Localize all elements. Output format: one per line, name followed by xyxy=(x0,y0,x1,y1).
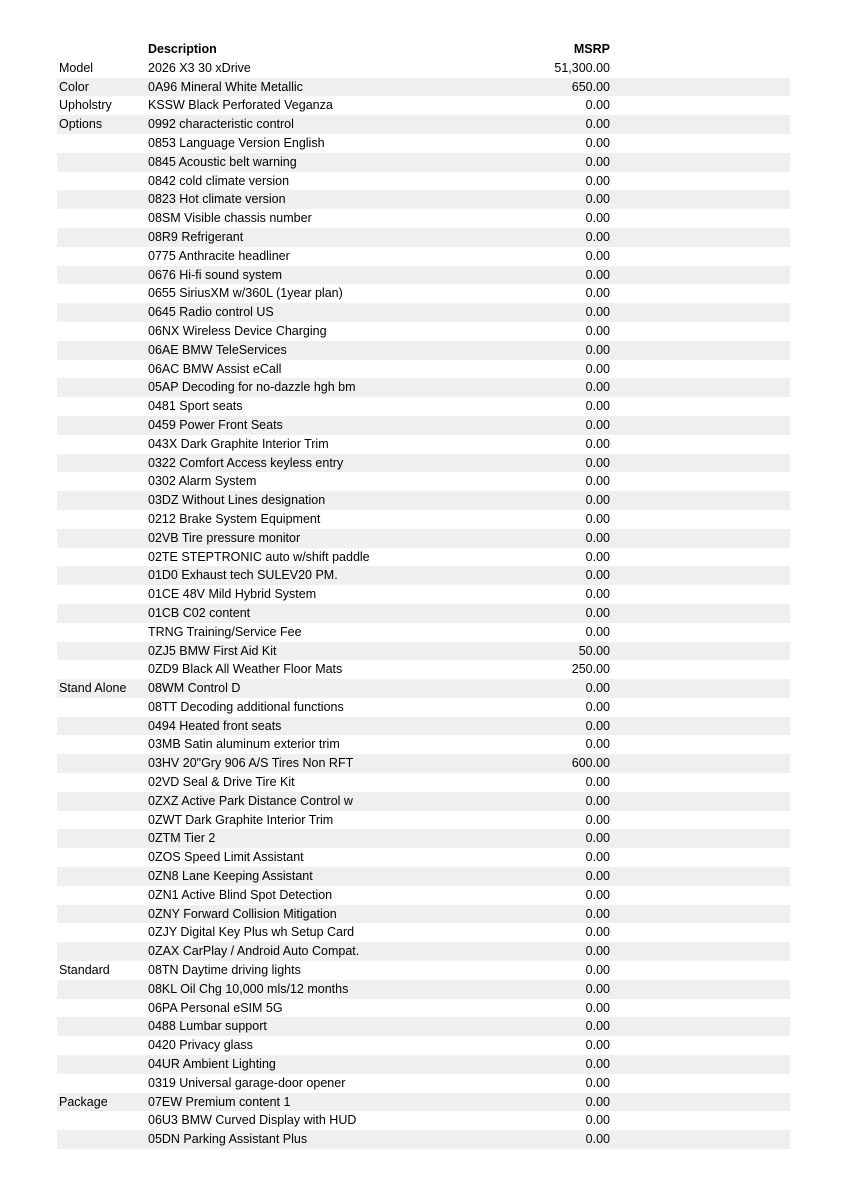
msrp-cell: 0.00 xyxy=(585,511,610,526)
description-cell: 0ZOS Speed Limit Assistant xyxy=(148,850,304,865)
category-cell xyxy=(57,773,148,792)
description-cell: 08KL Oil Chg 10,000 mls/12 months xyxy=(148,981,349,996)
header-category-spacer xyxy=(57,40,148,59)
description-cell: 0676 Hi-fi sound system xyxy=(148,267,283,282)
msrp-cell: 0.00 xyxy=(585,361,610,376)
table-row xyxy=(57,717,790,736)
description-cell: 08SM Visible chassis number xyxy=(148,211,312,226)
description-cell: 08R9 Refrigerant xyxy=(148,229,244,244)
table-row xyxy=(57,529,790,548)
table-row xyxy=(57,886,790,905)
description-cell: 08WM Control D xyxy=(148,681,241,696)
description-cell: 03MB Satin aluminum exterior trim xyxy=(148,737,340,752)
description-cell: 0420 Privacy glass xyxy=(148,1038,253,1053)
msrp-cell: 600.00 xyxy=(571,756,610,771)
table-row xyxy=(57,999,790,1018)
category-cell xyxy=(57,566,148,585)
table-row xyxy=(57,829,790,848)
category-cell xyxy=(57,322,148,341)
table-row xyxy=(57,679,790,698)
description-cell: 06AE BMW TeleServices xyxy=(148,342,287,357)
description-cell: 0494 Heated front seats xyxy=(148,718,282,733)
category-cell xyxy=(57,209,148,228)
description-cell: 01D0 Exhaust tech SULEV20 PM. xyxy=(148,568,338,583)
category-cell: Standard xyxy=(59,963,110,978)
filler-cell xyxy=(610,78,790,97)
category-cell xyxy=(57,848,148,867)
filler-cell xyxy=(610,228,790,247)
table-row xyxy=(57,1130,790,1149)
category-cell xyxy=(57,435,148,454)
filler-cell xyxy=(610,209,790,228)
category-cell xyxy=(57,811,148,830)
table-body xyxy=(57,59,790,1149)
msrp-cell: 650.00 xyxy=(571,79,610,94)
table-row xyxy=(57,115,790,134)
msrp-cell: 0.00 xyxy=(585,812,610,827)
filler-cell xyxy=(610,642,790,661)
table-row xyxy=(57,247,790,266)
filler-cell xyxy=(610,1055,790,1074)
table-row xyxy=(57,1017,790,1036)
table-row xyxy=(57,623,790,642)
filler-cell xyxy=(610,660,790,679)
filler-cell xyxy=(610,679,790,698)
filler-cell xyxy=(610,848,790,867)
filler-cell xyxy=(610,923,790,942)
msrp-cell: 0.00 xyxy=(585,192,610,207)
filler-cell xyxy=(610,454,790,473)
msrp-cell: 0.00 xyxy=(585,906,610,921)
msrp-cell: 0.00 xyxy=(585,831,610,846)
description-cell: 043X Dark Graphite Interior Trim xyxy=(148,436,329,451)
table-row xyxy=(57,942,790,961)
msrp-cell: 0.00 xyxy=(585,699,610,714)
description-cell: 2026 X3 30 xDrive xyxy=(148,60,251,75)
filler-cell xyxy=(610,698,790,717)
filler-cell xyxy=(610,322,790,341)
msrp-cell: 0.00 xyxy=(585,568,610,583)
msrp-cell: 0.00 xyxy=(585,587,610,602)
description-cell: 0ZD9 Black All Weather Floor Mats xyxy=(148,662,343,677)
description-cell: 0655 SiriusXM w/360L (1year plan) xyxy=(148,286,343,301)
msrp-cell: 0.00 xyxy=(585,1132,610,1147)
category-cell xyxy=(57,1036,148,1055)
filler-cell xyxy=(610,585,790,604)
filler-cell xyxy=(610,999,790,1018)
msrp-cell: 51,300.00 xyxy=(554,60,610,75)
description-cell: 0ZWT Dark Graphite Interior Trim xyxy=(148,812,334,827)
table-row xyxy=(57,754,790,773)
description-cell: 0322 Comfort Access keyless entry xyxy=(148,455,344,470)
category-cell xyxy=(57,735,148,754)
msrp-cell: 0.00 xyxy=(585,248,610,263)
description-cell: 08TN Daytime driving lights xyxy=(148,963,301,978)
msrp-cell: 0.00 xyxy=(585,117,610,132)
table-row xyxy=(57,454,790,473)
table-row xyxy=(57,867,790,886)
table-row xyxy=(57,1093,790,1112)
table-row xyxy=(57,360,790,379)
msrp-cell: 250.00 xyxy=(571,662,610,677)
filler-cell xyxy=(610,378,790,397)
msrp-cell: 0.00 xyxy=(585,887,610,902)
description-cell: 0459 Power Front Seats xyxy=(148,417,283,432)
msrp-cell: 0.00 xyxy=(585,944,610,959)
table-row xyxy=(57,209,790,228)
msrp-cell: 0.00 xyxy=(585,793,610,808)
description-cell: KSSW Black Perforated Veganza xyxy=(148,98,333,113)
table-row xyxy=(57,341,790,360)
category-cell xyxy=(57,454,148,473)
table-row xyxy=(57,1074,790,1093)
msrp-cell: 0.00 xyxy=(585,1113,610,1128)
msrp-cell: 0.00 xyxy=(585,380,610,395)
msrp-cell: 0.00 xyxy=(585,605,610,620)
filler-cell xyxy=(610,1074,790,1093)
description-cell: 0ZJ5 BMW First Aid Kit xyxy=(148,643,277,658)
table-row xyxy=(57,585,790,604)
filler-cell xyxy=(610,435,790,454)
category-cell xyxy=(57,1074,148,1093)
category-cell xyxy=(57,529,148,548)
description-cell: 0319 Universal garage-door opener xyxy=(148,1075,346,1090)
filler-cell xyxy=(610,773,790,792)
category-cell xyxy=(57,491,148,510)
table-row xyxy=(57,811,790,830)
description-cell: 0645 Radio control US xyxy=(148,305,274,320)
category-cell xyxy=(57,867,148,886)
msrp-cell: 0.00 xyxy=(585,474,610,489)
filler-cell xyxy=(610,961,790,980)
filler-cell xyxy=(610,867,790,886)
category-cell xyxy=(57,228,148,247)
table-row xyxy=(57,905,790,924)
description-cell: 05DN Parking Assistant Plus xyxy=(148,1132,308,1147)
msrp-cell: 0.00 xyxy=(585,211,610,226)
filler-cell xyxy=(610,566,790,585)
table-row xyxy=(57,510,790,529)
description-cell: 0ZJY Digital Key Plus wh Setup Card xyxy=(148,925,355,940)
category-cell xyxy=(57,717,148,736)
table-row xyxy=(57,134,790,153)
category-cell xyxy=(57,247,148,266)
msrp-cell: 0.00 xyxy=(585,1000,610,1015)
filler-cell xyxy=(610,472,790,491)
category-cell xyxy=(57,604,148,623)
category-cell xyxy=(57,284,148,303)
msrp-cell: 0.00 xyxy=(585,530,610,545)
table-row xyxy=(57,735,790,754)
category-cell xyxy=(57,999,148,1018)
msrp-cell: 0.00 xyxy=(585,323,610,338)
category-cell xyxy=(57,360,148,379)
category-cell xyxy=(57,905,148,924)
description-cell: 0ZN8 Lane Keeping Assistant xyxy=(148,869,313,884)
table-row xyxy=(57,773,790,792)
description-cell: 0A96 Mineral White Metallic xyxy=(148,79,303,94)
msrp-cell: 0.00 xyxy=(585,624,610,639)
category-cell: Stand Alone xyxy=(59,681,127,696)
category-cell xyxy=(57,792,148,811)
description-cell: 0ZTM Tier 2 xyxy=(148,831,216,846)
filler-cell xyxy=(610,416,790,435)
options-table xyxy=(57,40,790,1149)
description-cell: TRNG Training/Service Fee xyxy=(148,624,302,639)
filler-cell xyxy=(610,190,790,209)
category-cell xyxy=(57,942,148,961)
description-cell: 07EW Premium content 1 xyxy=(148,1094,291,1109)
description-cell: 01CE 48V Mild Hybrid System xyxy=(148,587,317,602)
description-cell: 0ZNY Forward Collision Mitigation xyxy=(148,906,337,921)
filler-cell xyxy=(610,1036,790,1055)
category-cell: Package xyxy=(59,1094,108,1109)
category-cell xyxy=(57,472,148,491)
msrp-cell: 0.00 xyxy=(585,135,610,150)
msrp-cell: 0.00 xyxy=(585,267,610,282)
table-row xyxy=(57,566,790,585)
msrp-cell: 0.00 xyxy=(585,869,610,884)
msrp-cell: 0.00 xyxy=(585,925,610,940)
filler-cell xyxy=(610,548,790,567)
category-cell xyxy=(57,341,148,360)
msrp-cell: 0.00 xyxy=(585,850,610,865)
table-row xyxy=(57,378,790,397)
msrp-cell: 0.00 xyxy=(585,1038,610,1053)
description-cell: 0302 Alarm System xyxy=(148,474,257,489)
description-cell: 0481 Sport seats xyxy=(148,399,243,414)
description-cell: 06U3 BMW Curved Display with HUD xyxy=(148,1113,357,1128)
filler-cell xyxy=(610,96,790,115)
category-cell: Model xyxy=(59,60,94,75)
msrp-cell: 50.00 xyxy=(578,643,610,658)
description-cell: 05AP Decoding for no-dazzle hgh bm xyxy=(148,380,356,395)
msrp-cell: 0.00 xyxy=(585,493,610,508)
filler-cell xyxy=(610,491,790,510)
category-cell xyxy=(57,190,148,209)
table-row xyxy=(57,923,790,942)
header-description: Description xyxy=(148,42,217,56)
msrp-cell: 0.00 xyxy=(585,549,610,564)
header-filler xyxy=(610,40,790,59)
msrp-cell: 0.00 xyxy=(585,286,610,301)
table-row xyxy=(57,416,790,435)
category-cell xyxy=(57,660,148,679)
table-row xyxy=(57,792,790,811)
msrp-cell: 0.00 xyxy=(585,775,610,790)
category-cell xyxy=(57,303,148,322)
table-row xyxy=(57,1036,790,1055)
description-cell: 0ZAX CarPlay / Android Auto Compat. xyxy=(148,944,360,959)
filler-cell xyxy=(610,153,790,172)
filler-cell xyxy=(610,284,790,303)
filler-cell xyxy=(610,529,790,548)
description-cell: 01CB C02 content xyxy=(148,605,251,620)
filler-cell xyxy=(610,1017,790,1036)
description-cell: 02TE STEPTRONIC auto w/shift paddle xyxy=(148,549,370,564)
filler-cell xyxy=(610,510,790,529)
filler-cell xyxy=(610,604,790,623)
table-row xyxy=(57,642,790,661)
category-cell: Upholstry xyxy=(59,98,112,113)
description-cell: 04UR Ambient Lighting xyxy=(148,1057,276,1072)
table-row xyxy=(57,303,790,322)
category-cell xyxy=(57,1130,148,1149)
category-cell xyxy=(57,172,148,191)
filler-cell xyxy=(610,735,790,754)
description-cell: 0992 characteristic control xyxy=(148,117,294,132)
description-cell: 06AC BMW Assist eCall xyxy=(148,361,282,376)
msrp-cell: 0.00 xyxy=(585,963,610,978)
table-row xyxy=(57,1111,790,1130)
description-cell: 03HV 20"Gry 906 A/S Tires Non RFT xyxy=(148,756,354,771)
description-cell: 06NX Wireless Device Charging xyxy=(148,323,327,338)
msrp-cell: 0.00 xyxy=(585,154,610,169)
description-cell: 0845 Acoustic belt warning xyxy=(148,154,297,169)
msrp-cell: 0.00 xyxy=(585,173,610,188)
msrp-cell: 0.00 xyxy=(585,718,610,733)
category-cell: Options xyxy=(59,117,103,132)
msrp-cell: 0.00 xyxy=(585,1057,610,1072)
description-cell: 0823 Hot climate version xyxy=(148,192,286,207)
filler-cell xyxy=(610,266,790,285)
category-cell xyxy=(57,510,148,529)
category-cell xyxy=(57,754,148,773)
description-cell: 0ZXZ Active Park Distance Control w xyxy=(148,793,353,808)
category-cell xyxy=(57,1055,148,1074)
table-row xyxy=(57,78,790,97)
filler-cell xyxy=(610,1093,790,1112)
filler-cell xyxy=(610,754,790,773)
filler-cell xyxy=(610,59,790,78)
table-row xyxy=(57,153,790,172)
filler-cell xyxy=(610,341,790,360)
table-row xyxy=(57,435,790,454)
table-row xyxy=(57,284,790,303)
msrp-cell: 0.00 xyxy=(585,1075,610,1090)
category-cell xyxy=(57,923,148,942)
category-cell xyxy=(57,623,148,642)
description-cell: 0ZN1 Active Blind Spot Detection xyxy=(148,887,333,902)
category-cell xyxy=(57,829,148,848)
table-row xyxy=(57,548,790,567)
category-cell xyxy=(57,416,148,435)
table-row xyxy=(57,472,790,491)
table-row xyxy=(57,491,790,510)
msrp-cell: 0.00 xyxy=(585,436,610,451)
table-row xyxy=(57,848,790,867)
description-cell: 06PA Personal eSIM 5G xyxy=(148,1000,283,1015)
table-row xyxy=(57,266,790,285)
table-row xyxy=(57,322,790,341)
filler-cell xyxy=(610,886,790,905)
msrp-cell: 0.00 xyxy=(585,1094,610,1109)
msrp-cell: 0.00 xyxy=(585,305,610,320)
filler-cell xyxy=(610,247,790,266)
filler-cell xyxy=(610,1130,790,1149)
table-row xyxy=(57,660,790,679)
category-cell xyxy=(57,1017,148,1036)
table-row xyxy=(57,96,790,115)
filler-cell xyxy=(610,623,790,642)
table-row xyxy=(57,59,790,78)
table-row xyxy=(57,172,790,191)
table-row xyxy=(57,397,790,416)
msrp-cell: 0.00 xyxy=(585,455,610,470)
category-cell xyxy=(57,698,148,717)
msrp-cell: 0.00 xyxy=(585,981,610,996)
msrp-cell: 0.00 xyxy=(585,737,610,752)
category-cell xyxy=(57,153,148,172)
description-cell: 02VB Tire pressure monitor xyxy=(148,530,301,545)
filler-cell xyxy=(610,397,790,416)
table-row xyxy=(57,190,790,209)
description-cell: 02VD Seal & Drive Tire Kit xyxy=(148,775,295,790)
filler-cell xyxy=(610,717,790,736)
msrp-cell: 0.00 xyxy=(585,417,610,432)
msrp-cell: 0.00 xyxy=(585,681,610,696)
table-row xyxy=(57,980,790,999)
category-cell xyxy=(57,266,148,285)
header-msrp: MSRP xyxy=(573,42,610,56)
filler-cell xyxy=(610,792,790,811)
filler-cell xyxy=(610,1111,790,1130)
category-cell xyxy=(57,134,148,153)
category-cell: Color xyxy=(59,79,89,94)
table-row xyxy=(57,228,790,247)
description-cell: 0488 Lumbar support xyxy=(148,1019,267,1034)
table-row xyxy=(57,961,790,980)
category-cell xyxy=(57,397,148,416)
filler-cell xyxy=(610,360,790,379)
category-cell xyxy=(57,585,148,604)
category-cell xyxy=(57,886,148,905)
msrp-cell: 0.00 xyxy=(585,399,610,414)
filler-cell xyxy=(610,303,790,322)
filler-cell xyxy=(610,115,790,134)
msrp-cell: 0.00 xyxy=(585,229,610,244)
table-row xyxy=(57,1055,790,1074)
filler-cell xyxy=(610,172,790,191)
filler-cell xyxy=(610,942,790,961)
category-cell xyxy=(57,378,148,397)
filler-cell xyxy=(610,134,790,153)
table-row xyxy=(57,698,790,717)
description-cell: 0853 Language Version English xyxy=(148,135,325,150)
category-cell xyxy=(57,1111,148,1130)
filler-cell xyxy=(610,811,790,830)
table-row xyxy=(57,604,790,623)
description-cell: 0212 Brake System Equipment xyxy=(148,511,321,526)
msrp-cell: 0.00 xyxy=(585,1019,610,1034)
filler-cell xyxy=(610,829,790,848)
category-cell xyxy=(57,980,148,999)
category-cell xyxy=(57,642,148,661)
description-cell: 0842 cold climate version xyxy=(148,173,290,188)
filler-cell xyxy=(610,980,790,999)
description-cell: 0775 Anthracite headliner xyxy=(148,248,290,263)
msrp-cell: 0.00 xyxy=(585,98,610,113)
description-cell: 08TT Decoding additional functions xyxy=(148,699,344,714)
msrp-cell: 0.00 xyxy=(585,342,610,357)
category-cell xyxy=(57,548,148,567)
filler-cell xyxy=(610,905,790,924)
table-header-row xyxy=(57,40,790,59)
description-cell: 03DZ Without Lines designation xyxy=(148,493,326,508)
